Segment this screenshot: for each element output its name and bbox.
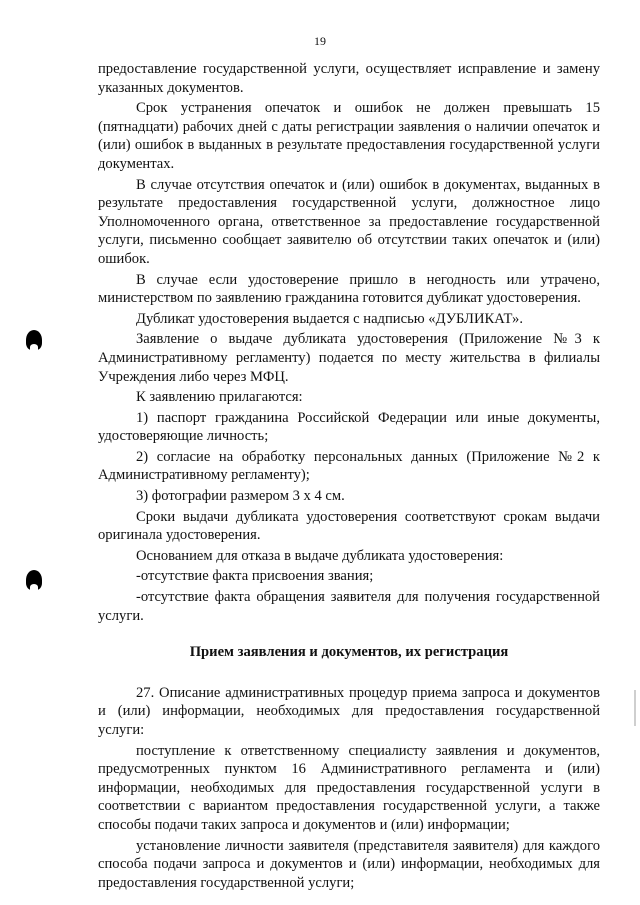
paragraph: -отсутствие факта присвоения звания; bbox=[136, 568, 374, 585]
paragraph: поступление к ответственному специалисту заявления и документов, предусмотренных пунктом 16 Административного регламента и (или) информации, необходимых для предоставления государственной услуги в соответствии с вариантом предоставления государственной услуги, а также способы подачи таких запроса и документов и (или) информации; bbox=[98, 742, 600, 833]
section-bottom bbox=[98, 684, 600, 893]
paragraph: 1) паспорт гражданина Российской Федерации или иные документы, удостоверяющие личность; bbox=[98, 409, 600, 445]
paragraph: Сроки выдачи дубликата удостоверения соответствуют срокам выдачи оригинала удостоверения. bbox=[98, 508, 600, 544]
paragraph: Основанием для отказа в выдаче дубликата удостоверения: bbox=[136, 547, 504, 564]
section-heading: Прием заявления и документов, их регистрация bbox=[189, 644, 509, 661]
punch-hole-mark bbox=[26, 570, 42, 590]
paragraph: 2) согласие на обработку персональных данных (Приложение №2 к Административному регламенту); bbox=[98, 448, 600, 484]
paragraph: предоставление государственной услуги, осуществляет исправление и замену указанных документов. bbox=[98, 61, 600, 96]
scan-edge-mark bbox=[634, 690, 636, 726]
paragraph: 27. Описание административных процедур приема запроса и документов и (или) информации, необходимых для предоставления государственной услуги: bbox=[98, 684, 600, 738]
paragraph: В случае отсутствия опечаток и (или) ошибок в документах, выданных в результате предоставления государственной услуги, должностное лицо Уполномоченного органа, ответственное за предоставление государственной услуги, письменно сообщает заявителю об отсутствии таких опечаток и (или) ошибок. bbox=[98, 176, 600, 267]
section-top bbox=[98, 60, 600, 625]
paragraph: К заявлению прилагаются: bbox=[136, 389, 303, 406]
paragraph: В случае если удостоверение пришло в негодность или утрачено, министерством по заявлению гражданина готовится дубликат удостоверения. bbox=[98, 271, 600, 307]
document-body bbox=[98, 60, 600, 892]
paragraph: установление личности заявителя (представителя заявителя) для каждого способа подачи запроса и документов и (или) информации, необходимых для предоставления государственной услуги; bbox=[98, 837, 600, 891]
paragraph: Заявление о выдаче дубликата удостоверения (Приложение №3 к Административному регламенту) подается по месту жительства в филиалы Учреждения либо через МФЦ. bbox=[98, 331, 600, 385]
paragraph: -отсутствие факта обращения заявителя для получения государственной услуги. bbox=[98, 589, 600, 624]
paragraph: Срок устранения опечаток и ошибок не должен превышать 15 (пятнадцати) рабочих дней с даты регистрации заявления о наличии опечаток и (или) ошибок в выданных в результате предоставления государственной услуги документах. bbox=[98, 100, 600, 172]
punch-hole-mark bbox=[26, 330, 42, 350]
page-number: 19 bbox=[314, 34, 326, 48]
paragraph: Дубликат удостоверения выдается с надписью «ДУБЛИКАТ». bbox=[136, 310, 523, 327]
paragraph: 3) фотографии размером 3 х 4 см. bbox=[136, 488, 345, 505]
